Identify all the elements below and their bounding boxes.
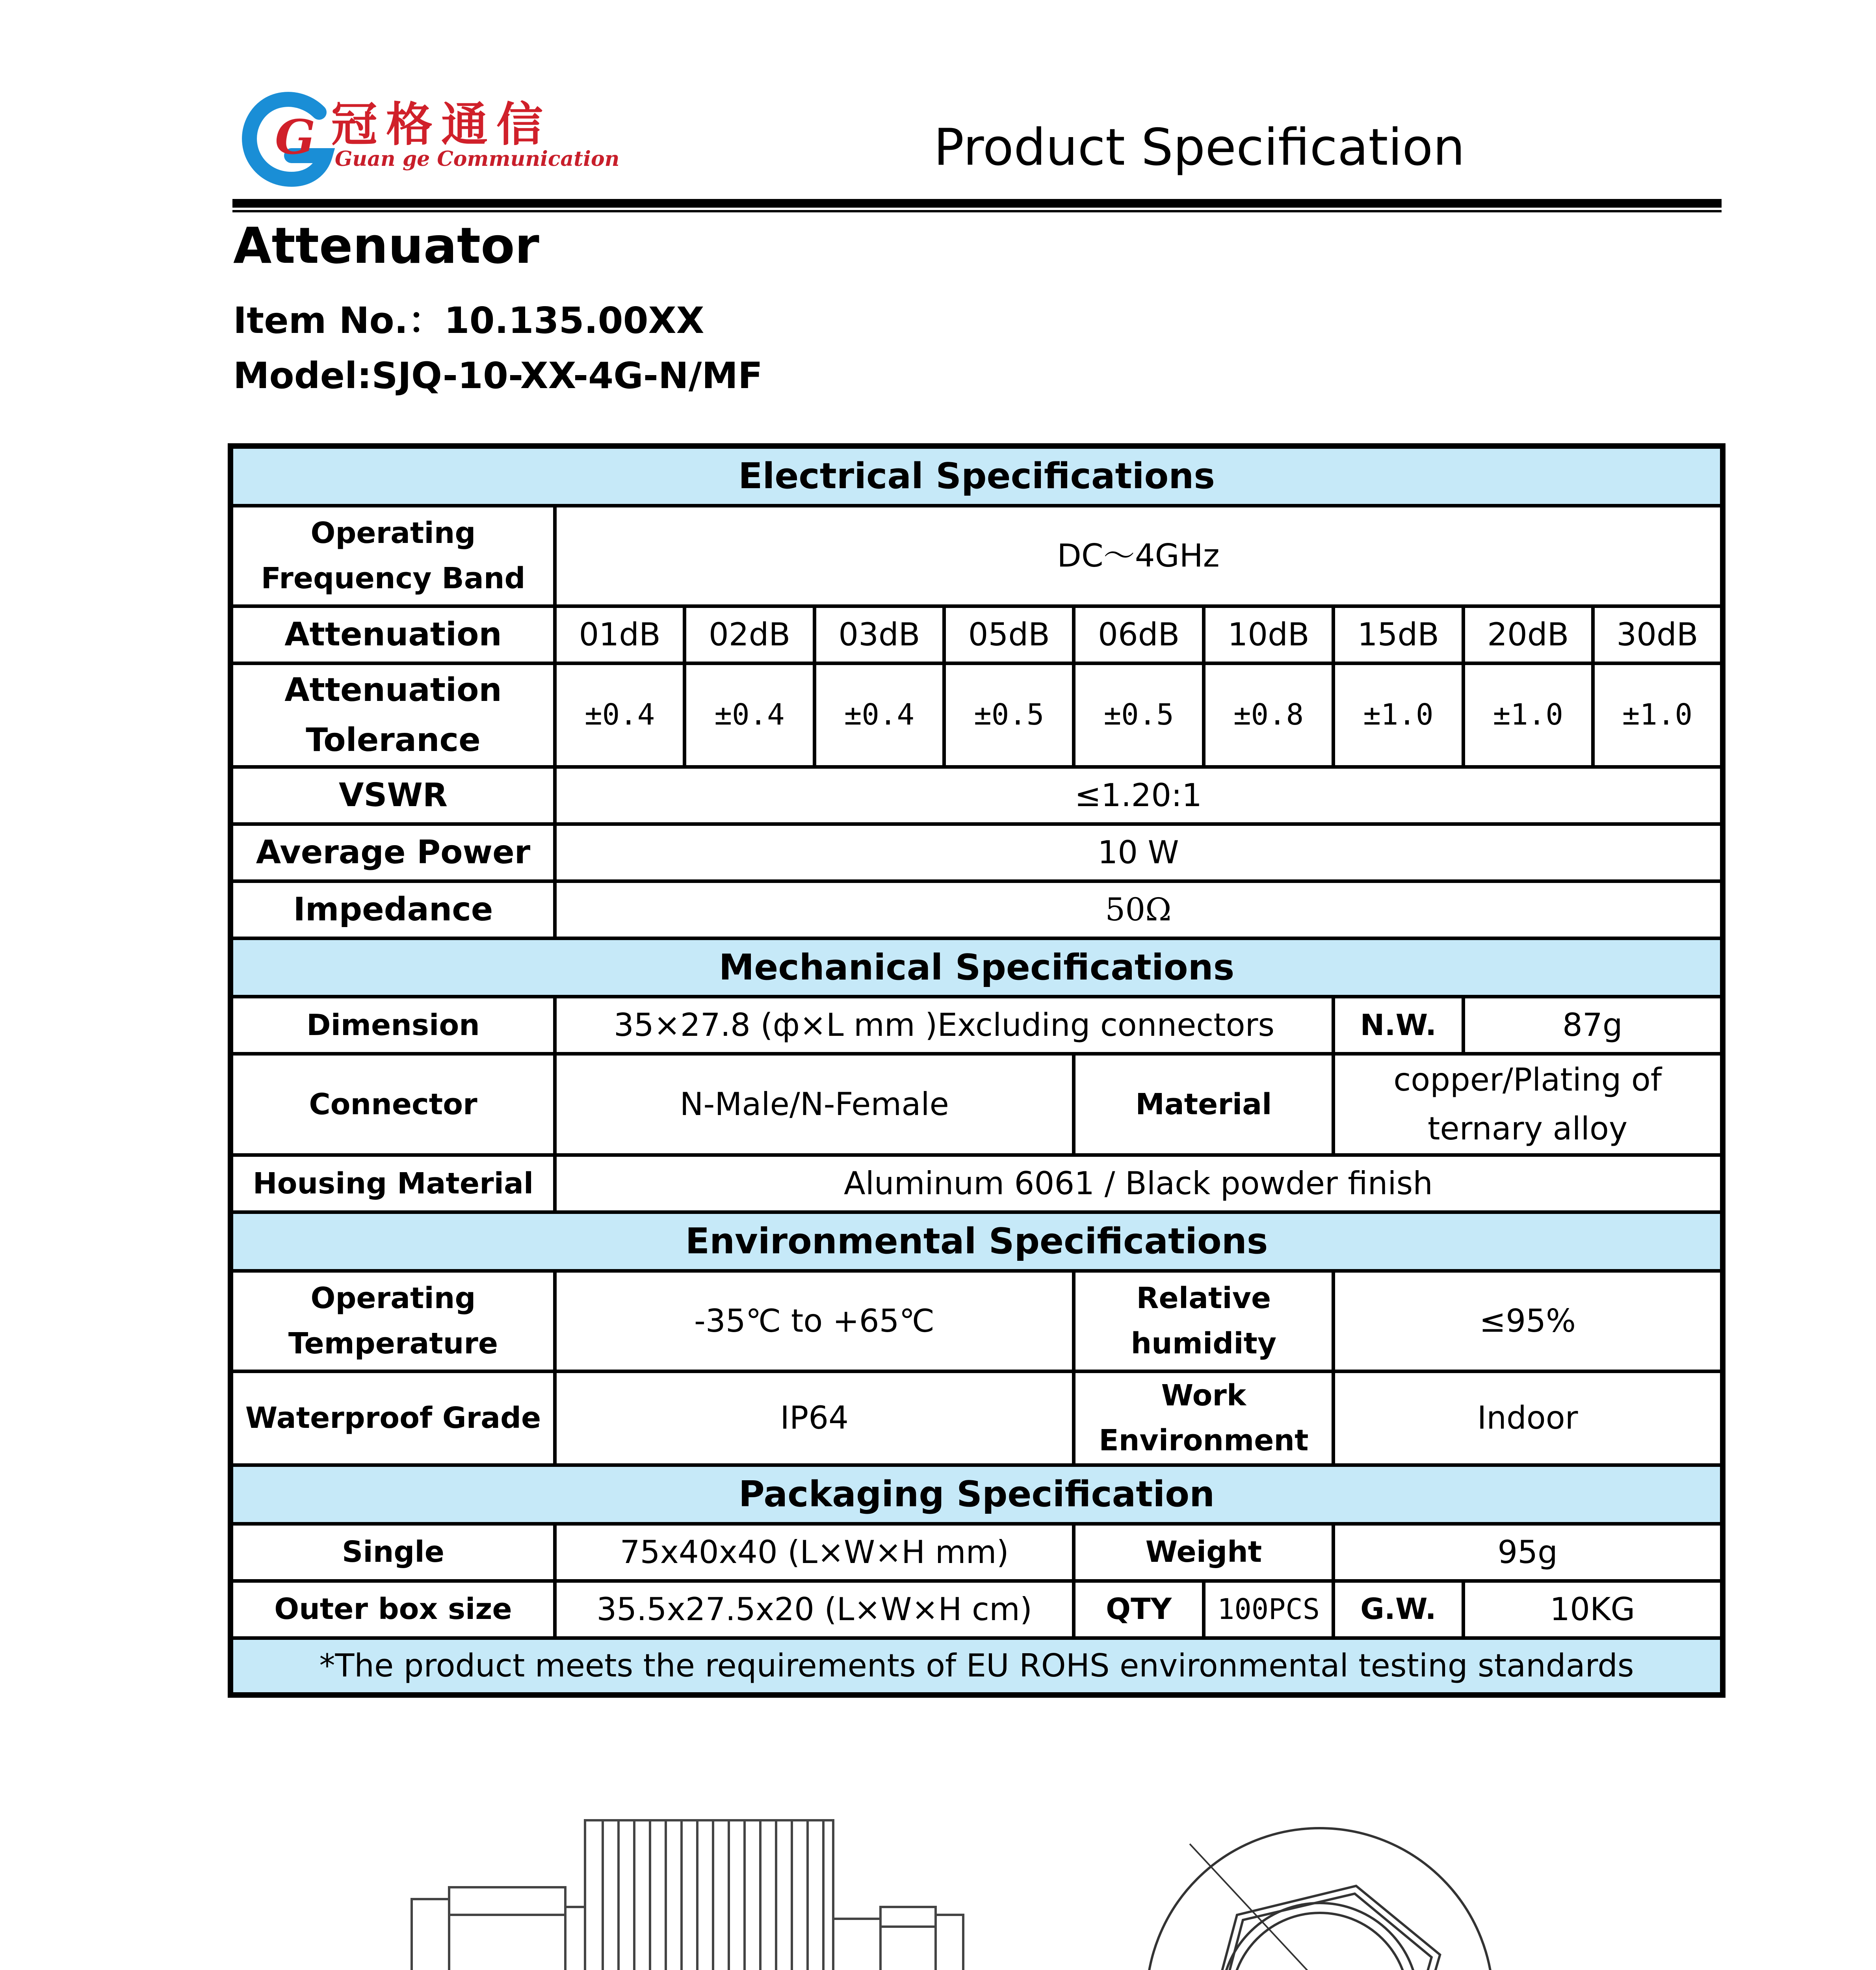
outer-box-row — [230, 1581, 1723, 1638]
connector-label: Connector — [230, 1054, 555, 1155]
company-name-en: Guan ge Communication — [335, 147, 620, 171]
waterproof-row — [230, 1371, 1723, 1465]
electrical-heading: Electrical Specifications — [230, 446, 1723, 506]
heatsink-fins — [603, 1820, 823, 1970]
attenuation-value: 30dB — [1593, 606, 1723, 663]
tolerance-value: ±0.4 — [685, 663, 814, 767]
gw-value: 10KG — [1463, 1581, 1723, 1638]
outer-box-value: 35.5x27.5x20 (L×W×H cm) — [555, 1581, 1074, 1638]
tolerance-value: ±1.0 — [1334, 663, 1463, 767]
nw-label: N.W. — [1334, 997, 1463, 1054]
humidity-label: Relative humidity — [1074, 1271, 1334, 1371]
tolerance-value: ±0.4 — [555, 663, 684, 767]
single-value: 75x40x40 (L×W×H mm) — [555, 1524, 1074, 1581]
dimension-label: Dimension — [230, 997, 555, 1054]
material-value-line2: ternary alloy — [1428, 1110, 1628, 1147]
outer-box-label: Outer box size — [230, 1581, 555, 1638]
attenuation-value: 01dB — [555, 606, 684, 663]
temperature-label-line2: Temperature — [288, 1326, 498, 1360]
qty-value: 100PCS — [1204, 1581, 1333, 1638]
hex-nut-outline — [1192, 1864, 1449, 1970]
front-view-drawing — [1127, 1805, 1560, 1970]
note-row — [230, 1638, 1723, 1695]
housing-value: Aluminum 6061 / Black powder finish — [555, 1155, 1723, 1212]
dimension-row — [230, 997, 1723, 1054]
side-view-drawing — [390, 1797, 1020, 1970]
tolerance-value: ±0.5 — [1074, 663, 1204, 767]
work-environment-label: Work Environment — [1074, 1371, 1334, 1465]
male-nut-flange — [412, 1899, 449, 1970]
temperature-label — [230, 1271, 555, 1371]
heatsink-body — [585, 1820, 833, 1970]
dimension-value: 35×27.8 (ф×L mm )Excluding connectors — [555, 997, 1333, 1054]
frequency-label-line2: Frequency Band — [261, 561, 526, 595]
temperature-value: -35℃ to +65℃ — [555, 1271, 1074, 1371]
packaging-heading: Packaging Specification — [230, 1465, 1723, 1524]
power-row — [230, 824, 1723, 881]
attenuation-value: 20dB — [1463, 606, 1593, 663]
tolerance-value: ±0.5 — [944, 663, 1074, 767]
attenuation-value: 02dB — [685, 606, 814, 663]
environmental-heading-row — [230, 1212, 1723, 1271]
nw-value: 87g — [1463, 997, 1723, 1054]
attenuation-value: 10dB — [1204, 606, 1333, 663]
work-environment-value: Indoor — [1334, 1371, 1723, 1465]
frequency-label — [230, 506, 555, 606]
material-value — [1334, 1054, 1723, 1155]
connector-value: N-Male/N-Female — [555, 1054, 1074, 1155]
impedance-label: Impedance — [230, 881, 555, 938]
waterproof-label: Waterproof Grade — [230, 1371, 555, 1465]
logo-g-icon — [240, 85, 335, 191]
header-divider-thin — [232, 210, 1722, 212]
tolerance-value: ±1.0 — [1593, 663, 1723, 767]
model-number: Model:SJQ-10-XX-4G-N/MF — [233, 355, 763, 397]
tolerance-value: ±1.0 — [1463, 663, 1593, 767]
humidity-value: ≤95% — [1334, 1271, 1723, 1371]
impedance-row — [230, 881, 1723, 938]
housing-row — [230, 1155, 1723, 1212]
frequency-value: DC～4GHz — [555, 506, 1723, 606]
waterproof-value: IP64 — [555, 1371, 1074, 1465]
company-logo — [240, 85, 620, 191]
gw-label: G.W. — [1334, 1581, 1463, 1638]
weight-label: Weight — [1074, 1524, 1334, 1581]
tolerance-row — [230, 663, 1723, 767]
attenuation-value: 06dB — [1074, 606, 1204, 663]
attenuation-value: 15dB — [1334, 606, 1463, 663]
temperature-row — [230, 1271, 1723, 1371]
frequency-row — [230, 506, 1723, 606]
environmental-heading: Environmental Specifications — [230, 1212, 1723, 1271]
female-body — [880, 1907, 936, 1970]
tolerance-value: ±0.4 — [814, 663, 944, 767]
attenuation-value: 03dB — [814, 606, 944, 663]
tolerance-label — [230, 663, 555, 767]
item-number: Item No.：10.135.00XX — [233, 299, 704, 342]
male-hex-nut — [449, 1887, 565, 1970]
mechanical-heading-row — [230, 938, 1723, 997]
housing-label: Housing Material — [230, 1155, 555, 1212]
impedance-value: 50Ω — [555, 881, 1723, 938]
company-name-cn: 冠格通信 — [331, 97, 552, 152]
vswr-value: ≤1.20:1 — [555, 767, 1723, 824]
mechanical-heading: Mechanical Specifications — [230, 938, 1723, 997]
electrical-heading-row — [230, 446, 1723, 506]
material-label: Material — [1074, 1054, 1334, 1155]
header-divider — [232, 199, 1722, 208]
qty-label: QTY — [1074, 1581, 1204, 1638]
vswr-label: VSWR — [230, 767, 555, 824]
attenuation-row — [230, 606, 1723, 663]
tolerance-label-line2: Tolerance — [306, 721, 481, 759]
rohs-note: *The product meets the requirements of EU ROHS environmental testing standards — [230, 1638, 1723, 1695]
attenuation-value: 05dB — [944, 606, 1074, 663]
specification-table — [228, 443, 1726, 1698]
power-value: 10 W — [555, 824, 1723, 881]
connector-row — [230, 1054, 1723, 1155]
female-shoulder — [833, 1919, 880, 1970]
single-row — [230, 1524, 1723, 1581]
tolerance-label-line1: Attenuation — [284, 671, 502, 709]
attenuation-label: Attenuation — [230, 606, 555, 663]
material-value-line1: copper/Plating of — [1393, 1061, 1662, 1098]
single-label: Single — [230, 1524, 555, 1581]
packaging-heading-row — [230, 1465, 1723, 1524]
document-title: Product Specification — [934, 118, 1465, 177]
vswr-row — [230, 767, 1723, 824]
weight-value: 95g — [1334, 1524, 1723, 1581]
power-label: Average Power — [230, 824, 555, 881]
outer-body-circle — [1146, 1828, 1493, 1970]
frequency-label-line1: Operating — [310, 516, 476, 550]
temperature-label-line1: Operating — [310, 1281, 476, 1315]
product-title: Attenuator — [233, 217, 539, 275]
tolerance-value: ±0.8 — [1204, 663, 1333, 767]
logo-letter: G — [275, 110, 316, 165]
